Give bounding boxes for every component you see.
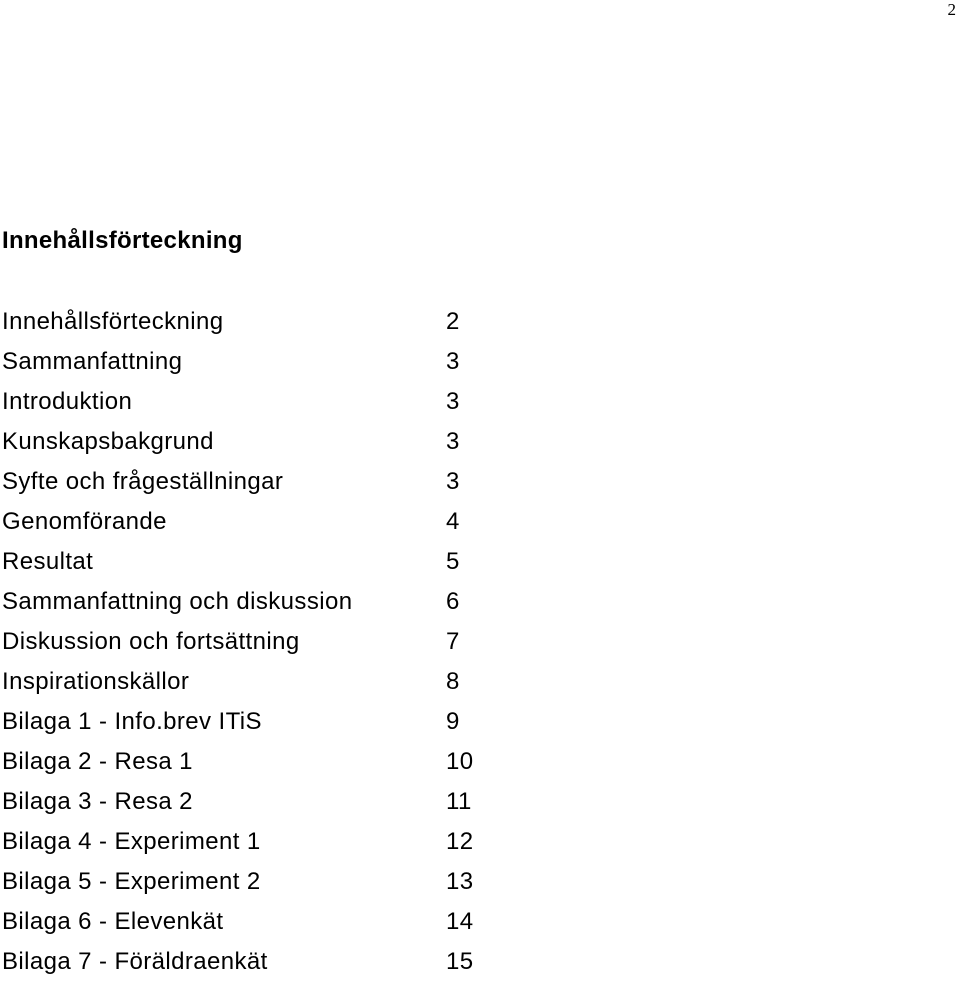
- toc-entry-page: 2: [446, 308, 460, 335]
- toc-entry-page: 4: [446, 508, 460, 535]
- toc-entry-page: 13: [446, 868, 474, 895]
- toc-entry-page: 8: [446, 668, 460, 695]
- toc-entry: [2, 742, 502, 782]
- toc-entry: [2, 542, 502, 582]
- toc-entry: [2, 382, 502, 422]
- toc-entry-title: Syfte och frågeställningar: [2, 468, 284, 495]
- toc-entry-title: Bilaga 6 - Elevenkät: [2, 908, 224, 935]
- toc-entry: [2, 622, 502, 662]
- toc-entry-title: Genomförande: [2, 508, 167, 535]
- toc-entry-page: 3: [446, 348, 460, 375]
- toc-entry: [2, 702, 502, 742]
- toc-entry: [2, 342, 502, 382]
- toc-entry-page: 7: [446, 628, 460, 655]
- toc-entry-page: 3: [446, 468, 460, 495]
- toc-entry-page: 11: [446, 788, 472, 815]
- toc-entry-title: Bilaga 2 - Resa 1: [2, 748, 193, 775]
- page-number: 2: [947, 0, 956, 19]
- toc-entry: [2, 862, 502, 902]
- toc-entry-page: 15: [446, 948, 474, 975]
- toc-entry: [2, 782, 502, 822]
- toc-entry-title: Sammanfattning och diskussion: [2, 588, 353, 615]
- toc-entry: [2, 662, 502, 702]
- toc-entry: [2, 462, 502, 502]
- toc-entry: [2, 902, 502, 942]
- toc-entry-page: 3: [446, 428, 460, 455]
- toc-entry-page: 14: [446, 908, 474, 935]
- toc-entry-page: 9: [446, 708, 460, 735]
- toc-entry-page: 10: [446, 748, 474, 775]
- toc-entry-title: Innehållsförteckning: [2, 308, 224, 335]
- toc-entry-title: Introduktion: [2, 388, 133, 415]
- toc-entry-title: Sammanfattning: [2, 348, 183, 375]
- toc-heading: Innehållsförteckning: [2, 227, 243, 254]
- toc-entry-title: Bilaga 7 - Föräldraenkät: [2, 948, 268, 975]
- toc-entry: [2, 582, 502, 622]
- toc-entry: [2, 942, 502, 982]
- table-of-contents: [2, 302, 502, 982]
- toc-entry-page: 5: [446, 548, 460, 575]
- toc-entry: [2, 502, 502, 542]
- toc-entry-page: 12: [446, 828, 474, 855]
- toc-entry-page: 3: [446, 388, 460, 415]
- toc-entry-title: Bilaga 1 - Info.brev ITiS: [2, 708, 262, 735]
- toc-entry-title: Inspirationskällor: [2, 668, 190, 695]
- toc-entry: [2, 302, 502, 342]
- toc-entry-title: Kunskapsbakgrund: [2, 428, 214, 455]
- toc-entry-title: Bilaga 4 - Experiment 1: [2, 828, 261, 855]
- toc-entry-title: Resultat: [2, 548, 94, 575]
- toc-entry-page: 6: [446, 588, 460, 615]
- toc-entry-title: Diskussion och fortsättning: [2, 628, 300, 655]
- toc-entry: [2, 422, 502, 462]
- toc-entry-title: Bilaga 5 - Experiment 2: [2, 868, 261, 895]
- toc-entry-title: Bilaga 3 - Resa 2: [2, 788, 193, 815]
- toc-entry: [2, 822, 502, 862]
